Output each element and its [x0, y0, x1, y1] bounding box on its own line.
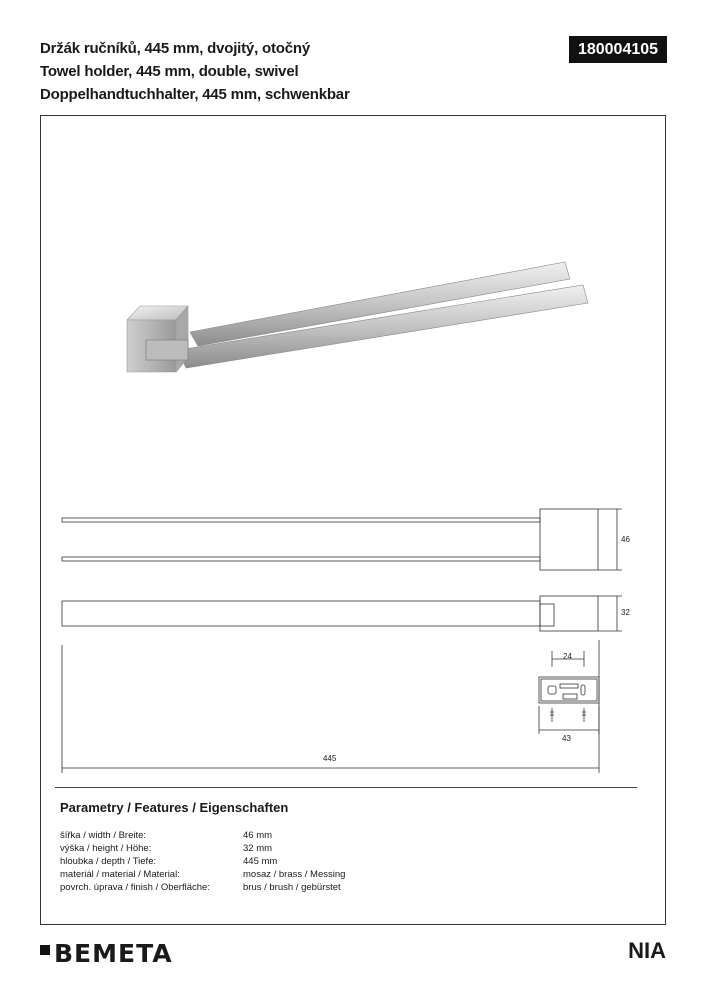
top-view-bar-1	[62, 518, 540, 522]
dim-mount-spacing-label: 24	[563, 652, 572, 661]
spec-label-material: materiál / material / Material:	[60, 869, 180, 880]
dim-plate-width-label: 43	[562, 734, 571, 743]
spec-label-depth: hloubka / depth / Tiefe:	[60, 856, 157, 867]
product-title-cs: Držák ručníků, 445 mm, dvojitý, otočný	[40, 40, 310, 57]
spec-value-height: 32 mm	[243, 843, 273, 854]
features-divider	[55, 787, 637, 788]
series-name: NIA	[628, 938, 666, 963]
front-view-knuckle	[540, 604, 554, 626]
top-view-bar-2	[62, 557, 540, 561]
product-title-de: Doppelhandtuchhalter, 445 mm, schwenkbar	[40, 86, 350, 103]
brand-logo	[40, 939, 173, 967]
mounting-plate	[539, 651, 599, 734]
dim-depth-label: 32	[621, 608, 630, 617]
features-title: Parametry / Features / Eigenschaften	[60, 800, 289, 815]
product-title-en: Towel holder, 445 mm, double, swivel	[40, 63, 299, 80]
swivel-joint	[146, 340, 188, 360]
product-photo	[127, 262, 588, 372]
spec-label-height: výška / height / Höhe:	[60, 843, 152, 854]
logo-square-icon	[40, 945, 50, 955]
spec-value-material: mosaz / brass / Messing	[243, 869, 346, 880]
dim-height-label: 46	[621, 535, 630, 544]
front-view	[62, 596, 622, 631]
top-view	[62, 509, 622, 570]
brand-name: BEMETA	[54, 938, 173, 968]
top-view-block	[540, 509, 598, 570]
spec-label-width: šířka / width / Breite:	[60, 830, 147, 841]
front-view-bar	[62, 601, 540, 626]
spec-value-width: 46 mm	[243, 830, 273, 841]
product-code-badge: 180004105	[569, 36, 667, 63]
spec-value-depth: 445 mm	[243, 856, 278, 867]
dim-length-label: 445	[323, 754, 337, 763]
spec-value-finish: brus / brush / gebürstet	[243, 882, 341, 893]
spec-label-finish: povrch. úprava / finish / Oberfläche:	[60, 882, 210, 893]
